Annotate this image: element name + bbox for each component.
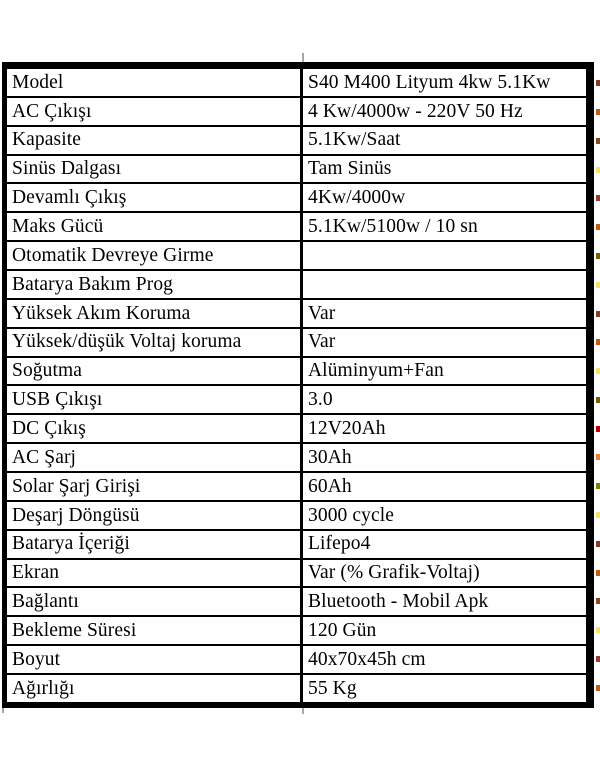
table-row bbox=[7, 531, 586, 560]
spec-value: Var (% Grafik-Voltaj) bbox=[308, 562, 480, 584]
adjacent-column-text-fragment bbox=[596, 138, 600, 144]
spec-value: S40 M400 Lityum 4kw 5.1Kw bbox=[308, 71, 551, 93]
spec-label-cell bbox=[7, 69, 303, 96]
spec-value-cell bbox=[303, 329, 586, 356]
spec-label-cell bbox=[7, 242, 303, 269]
spec-label-cell bbox=[7, 444, 303, 471]
spec-label: Yüksek Akım Koruma bbox=[12, 302, 191, 324]
table-row bbox=[7, 300, 586, 329]
spec-value-cell bbox=[303, 127, 586, 154]
adjacent-column-text-fragment bbox=[596, 570, 600, 576]
spec-value: 30Ah bbox=[308, 446, 352, 468]
spec-label: Maks Gücü bbox=[12, 215, 104, 237]
spec-value: 55 Kg bbox=[308, 677, 357, 699]
spec-table bbox=[2, 62, 594, 708]
adjacent-column-text-fragment bbox=[596, 282, 600, 288]
spec-label: DC Çıkış bbox=[12, 417, 86, 439]
adjacent-column-text-fragment bbox=[596, 541, 600, 547]
spec-label-cell bbox=[7, 675, 303, 702]
spec-value-cell bbox=[303, 300, 586, 327]
spec-value: 5.1Kw/5100w / 10 sn bbox=[308, 215, 478, 237]
adjacent-column-text-fragment bbox=[596, 426, 600, 432]
spec-label: Soğutma bbox=[12, 360, 83, 382]
spec-label: Kapasite bbox=[12, 129, 82, 151]
spec-label: Ağırlığı bbox=[12, 677, 75, 699]
spec-value: 4 Kw/4000w - 220V 50 Hz bbox=[308, 100, 523, 122]
spec-label: Devamlı Çıkış bbox=[12, 187, 127, 209]
spec-label-cell bbox=[7, 588, 303, 615]
spec-value: 3000 cycle bbox=[308, 504, 395, 526]
adjacent-column-text-fragment bbox=[596, 512, 600, 518]
spec-value: 120 Gün bbox=[308, 620, 377, 641]
table-row bbox=[7, 386, 586, 415]
spec-value-cell bbox=[303, 531, 586, 558]
gridline-tick-bottom-left bbox=[2, 708, 4, 713]
adjacent-column-text-fragment bbox=[596, 483, 600, 489]
adjacent-column-text-fragment bbox=[596, 656, 600, 662]
adjacent-column-text-fragment bbox=[596, 195, 600, 201]
table-row bbox=[7, 675, 586, 702]
spec-label: Sinüs Dalgası bbox=[12, 158, 122, 180]
spec-value-cell bbox=[303, 184, 586, 211]
spec-label: Deşarj Döngüsü bbox=[12, 504, 140, 526]
spec-value: Lifepo4 bbox=[308, 533, 371, 555]
spec-label-cell bbox=[7, 156, 303, 183]
spec-value: 60Ah bbox=[308, 475, 352, 497]
spec-label: Bekleme Süresi bbox=[12, 620, 137, 641]
spec-value-cell bbox=[303, 98, 586, 125]
spec-value-cell bbox=[303, 156, 586, 183]
gridline-tick-bottom-mid bbox=[302, 708, 304, 714]
spec-label-cell bbox=[7, 127, 303, 154]
spec-value-cell bbox=[303, 675, 586, 702]
table-row bbox=[7, 127, 586, 156]
spec-value-cell bbox=[303, 213, 586, 240]
spec-label: Model bbox=[12, 71, 64, 93]
adjacent-column-text-fragment bbox=[596, 368, 600, 374]
spec-value-cell bbox=[303, 646, 586, 673]
spec-label: AC Şarj bbox=[12, 446, 77, 468]
spec-value-cell bbox=[303, 588, 586, 615]
spec-value-cell bbox=[303, 415, 586, 442]
spec-label-cell bbox=[7, 358, 303, 385]
spec-label: USB Çıkışı bbox=[12, 389, 103, 411]
table-row bbox=[7, 617, 586, 646]
spec-value-cell bbox=[303, 560, 586, 587]
table-row bbox=[7, 588, 586, 617]
spec-label: Batarya Bakım Prog bbox=[12, 273, 174, 295]
spec-value: 40x70x45h cm bbox=[308, 648, 426, 670]
spec-value: 12V20Ah bbox=[308, 417, 386, 439]
spec-value-cell bbox=[303, 473, 586, 500]
adjacent-column-text-fragment bbox=[596, 109, 600, 115]
adjacent-column-text-fragment bbox=[596, 685, 600, 691]
adjacent-column-text-fragment bbox=[596, 311, 600, 317]
spec-label-cell bbox=[7, 329, 303, 356]
spec-label: Boyut bbox=[12, 648, 61, 670]
spec-label: Ekran bbox=[12, 562, 60, 584]
spec-value-cell bbox=[303, 502, 586, 529]
adjacent-column-text-fragment bbox=[596, 397, 600, 403]
spec-value-cell bbox=[303, 444, 586, 471]
spec-label-cell bbox=[7, 502, 303, 529]
spec-value: Alüminyum+Fan bbox=[308, 360, 444, 382]
table-row bbox=[7, 156, 586, 185]
adjacent-column-text-fragment bbox=[596, 224, 600, 230]
spec-value-cell bbox=[303, 358, 586, 385]
table-row bbox=[7, 560, 586, 589]
table-row bbox=[7, 415, 586, 444]
spec-value: Var bbox=[308, 331, 336, 353]
table-row bbox=[7, 358, 586, 387]
gridline-tick-top bbox=[302, 53, 304, 62]
table-row bbox=[7, 213, 586, 242]
table-row bbox=[7, 329, 586, 358]
spec-label-cell bbox=[7, 560, 303, 587]
table-row bbox=[7, 473, 586, 502]
spec-value: 3.0 bbox=[308, 389, 333, 411]
spec-label-cell bbox=[7, 98, 303, 125]
spec-label: Bağlantı bbox=[12, 591, 79, 613]
spec-label-cell bbox=[7, 646, 303, 673]
spec-label-cell bbox=[7, 415, 303, 442]
spec-label: AC Çıkışı bbox=[12, 100, 92, 122]
table-row bbox=[7, 242, 586, 271]
table-row bbox=[7, 69, 586, 98]
spec-label-cell bbox=[7, 213, 303, 240]
spec-label-cell bbox=[7, 386, 303, 413]
spec-value: Var bbox=[308, 302, 336, 324]
spec-value-cell bbox=[303, 617, 586, 644]
adjacent-column-text-fragment bbox=[596, 598, 600, 604]
table-row bbox=[7, 646, 586, 675]
adjacent-column-text-fragment bbox=[596, 454, 600, 460]
spec-value: Bluetooth - Mobil Apk bbox=[308, 591, 489, 613]
spec-value-cell bbox=[303, 69, 586, 96]
table-row bbox=[7, 184, 586, 213]
table-row bbox=[7, 98, 586, 127]
spec-label-cell bbox=[7, 531, 303, 558]
spec-label: Otomatik Devreye Girme bbox=[12, 244, 214, 266]
spec-label-cell bbox=[7, 300, 303, 327]
spec-value: 5.1Kw/Saat bbox=[308, 129, 401, 151]
spec-label-cell bbox=[7, 617, 303, 644]
spec-value-cell bbox=[303, 386, 586, 413]
spec-label: Yüksek/düşük Voltaj koruma bbox=[12, 331, 242, 353]
table-row bbox=[7, 271, 586, 300]
spec-label-cell bbox=[7, 184, 303, 211]
spec-value-cell bbox=[303, 271, 586, 298]
adjacent-column-text-fragment bbox=[596, 627, 600, 633]
spec-value: Tam Sinüs bbox=[308, 158, 392, 180]
table-row bbox=[7, 502, 586, 531]
spec-label: Batarya İçeriği bbox=[12, 533, 130, 555]
spec-value: 4Kw/4000w bbox=[308, 187, 406, 209]
table-row bbox=[7, 444, 586, 473]
adjacent-column-text-fragment bbox=[596, 80, 600, 86]
spec-label: Solar Şarj Girişi bbox=[12, 475, 141, 497]
adjacent-column-text-fragment bbox=[596, 339, 600, 345]
adjacent-column-text-fragment bbox=[596, 253, 600, 259]
spec-label-cell bbox=[7, 271, 303, 298]
spec-label-cell bbox=[7, 473, 303, 500]
adjacent-column-text-fragment bbox=[596, 167, 600, 173]
spec-value-cell bbox=[303, 242, 586, 269]
